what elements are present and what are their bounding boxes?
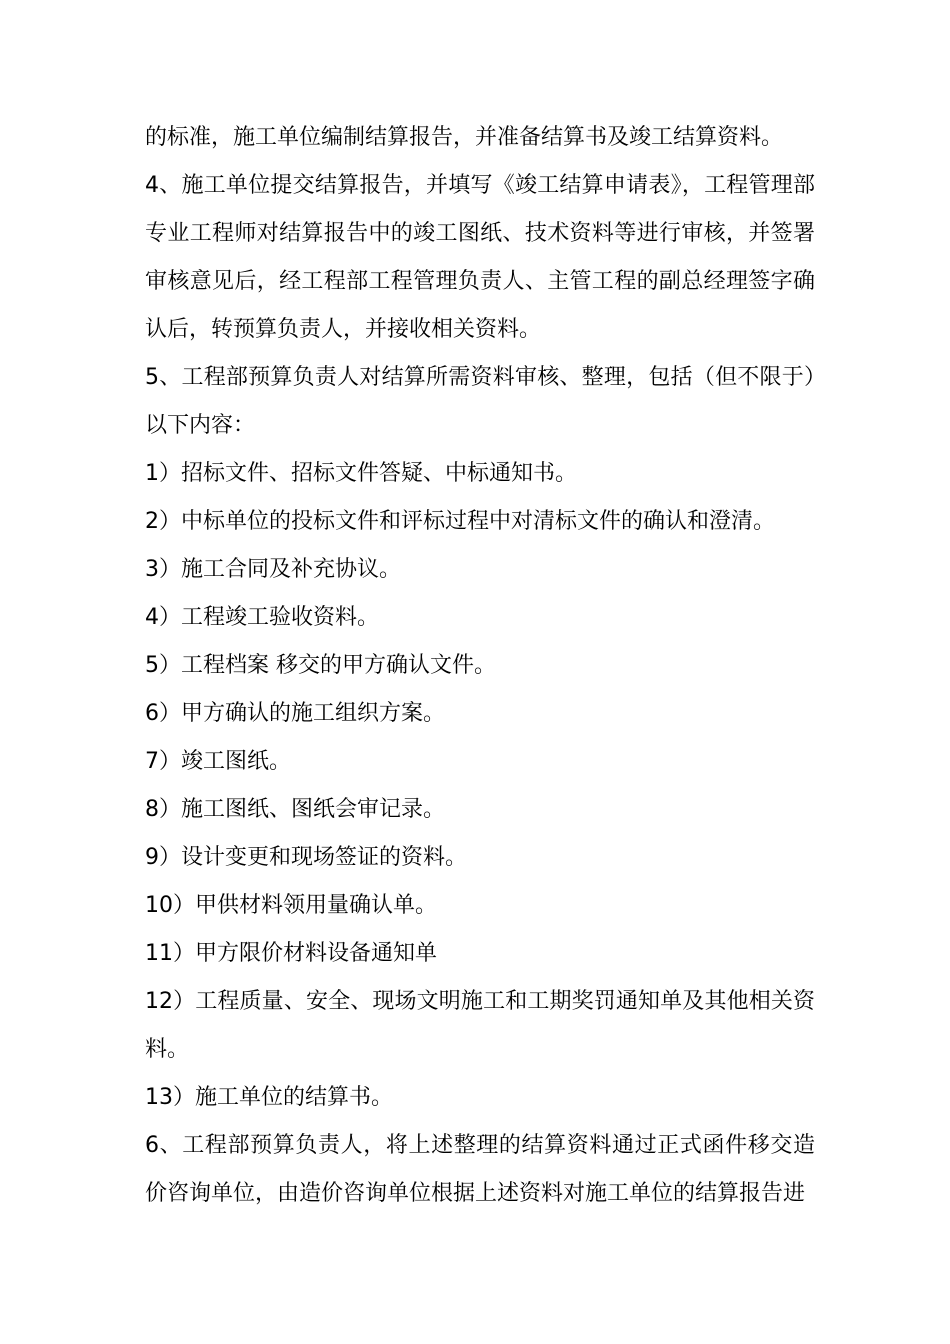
list-item-11: 11）甲方限价材料设备通知单: [145, 941, 437, 966]
list-item-4: 4）工程竣工验收资料。: [145, 605, 379, 630]
document-body: [145, 114, 815, 1218]
list-item-9: 9）设计变更和现场签证的资料。: [145, 845, 467, 870]
list-item-5: 5）工程档案 移交的甲方确认文件。: [145, 653, 496, 678]
list-item-7: 7）竣工图纸。: [145, 749, 291, 774]
list-item-13: 13）施工单位的结算书。: [145, 1085, 393, 1110]
list-item-3: 3）施工合同及补充协议。: [145, 557, 401, 582]
list-item-8: 8）施工图纸、图纸会审记录。: [145, 797, 445, 822]
list-item-6: 6）甲方确认的施工组织方案。: [145, 701, 445, 726]
list-item-1: 1）招标文件、招标文件答疑、中标通知书。: [145, 461, 577, 486]
paragraph-step-6: 6、工程部预算负责人，将上述整理的结算资料通过正式函件移交造价咨询单位，由造价咨询单位根据上述资料对施工单位的结算报告进: [145, 1133, 815, 1206]
list-item-10: 10）甲供材料领用量确认单。: [145, 893, 437, 918]
list-item-2: 2）中标单位的投标文件和评标过程中对清标文件的确认和澄清。: [145, 509, 775, 534]
paragraph-step-4: 4、施工单位提交结算报告，并填写《竣工结算申请表》，工程管理部专业工程师对结算报告中的竣工图纸、技术资料等进行审核，并签署审核意见后，经工程部工程管理负责人、主管工程的副总经理签字确认后，转预算负责人，并接收相关资料。: [145, 173, 815, 342]
list-item-12: 12）工程质量、安全、现场文明施工和工期奖罚通知单及其他相关资料。: [145, 989, 815, 1062]
paragraph-step-5: 5、工程部预算负责人对结算所需资料审核、整理，包括（但不限于）以下内容：: [145, 365, 815, 438]
paragraph-settlement-standard: 的标准，施工单位编制结算报告，并准备结算书及竣工结算资料。: [145, 125, 784, 150]
